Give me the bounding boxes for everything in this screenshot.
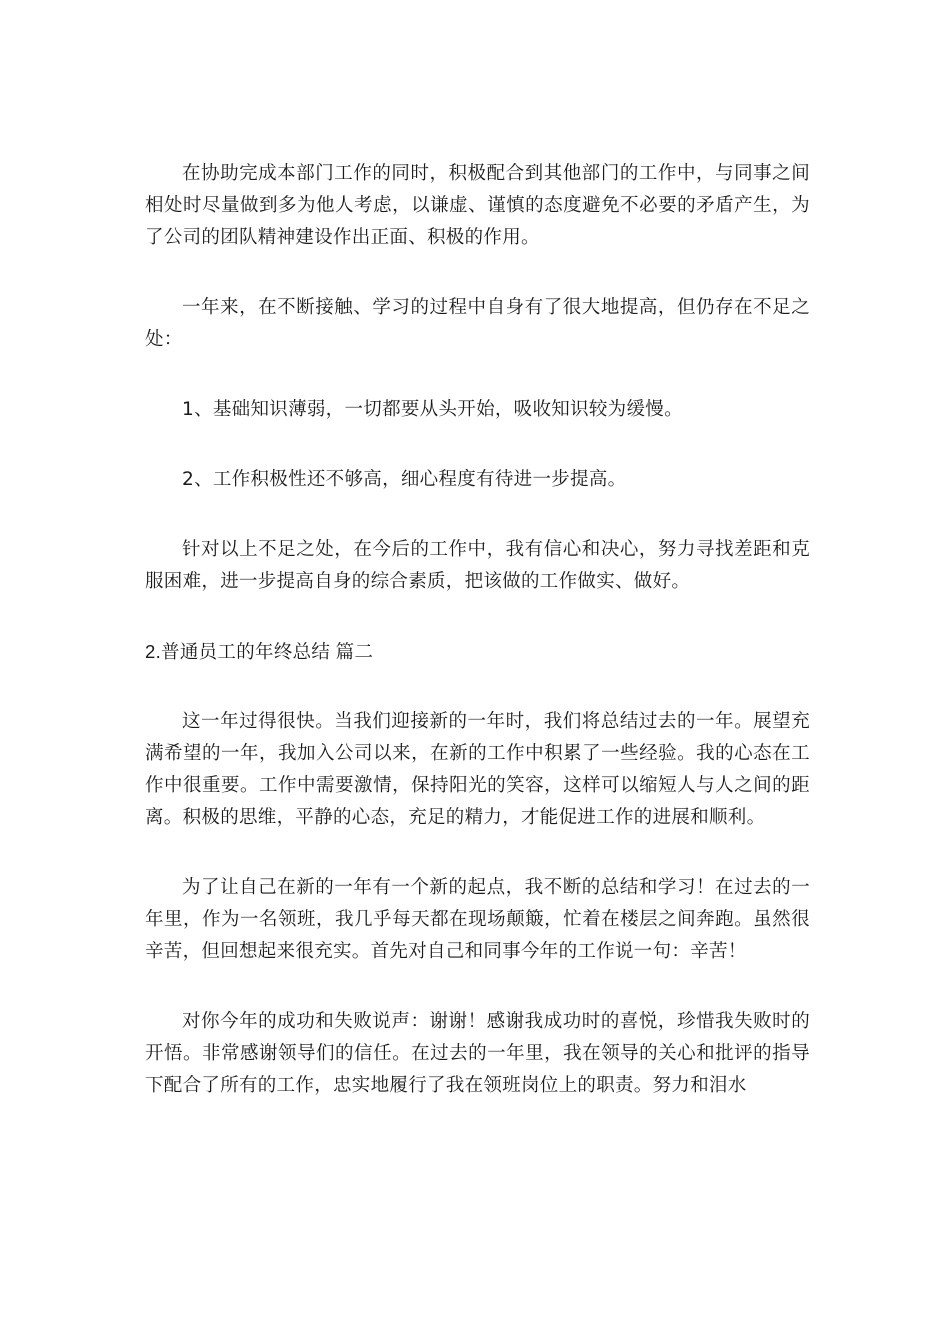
paragraph: 为了让自己在新的一年有一个新的起点，我不断的总结和学习！在过去的一年里，作为一名领班，我几乎每天都在现场颠簸，忙着在楼层之间奔跑。虽然很辛苦，但回想起来很充实。首先对自己和同事今年的工作说一句：辛苦！: [145, 877, 810, 962]
paragraph-gap: [145, 668, 810, 706]
paragraph: 一年来，在不断接触、学习的过程中自身有了很大地提高，但仍存在不足之处：: [145, 297, 810, 350]
paragraph-gap: [145, 598, 810, 636]
paragraph-gap: [145, 496, 810, 534]
paragraph: 这一年过得很快。当我们迎接新的一年时，我们将总结过去的一年。展望充满希望的一年，我加入公司以来，在新的工作中积累了一些经验。我的心态在工作中很重要。工作中需要激情，保持阳光的笑容，这样可以缩短人与人之间的距离。积极的思维，平静的心态，充足的精力，才能促进工作的进展和顺利。: [145, 711, 810, 828]
paragraph-gap: [145, 968, 810, 1006]
paragraph: 在协助完成本部门工作的同时，积极配合到其他部门的工作中，与同事之间相处时尽量做到多为他人考虑，以谦虚、谨慎的态度避免不必要的矛盾产生，为了公司的团队精神建设作出正面、积极的作用。: [145, 163, 810, 248]
paragraph: 针对以上不足之处，在今后的工作中，我有信心和决心，努力寻找差距和克服困难，进一步提高自身的综合素质，把该做的工作做实、做好。: [145, 539, 810, 592]
document-body: [145, 158, 810, 1102]
list-item: 1、基础知识薄弱，一切都要从头开始，吸收知识较为缓慢。: [182, 399, 683, 420]
section-heading: 2.普通员工的年终总结 篇二: [145, 641, 374, 662]
paragraph-gap: [145, 254, 810, 292]
paragraph-gap: [145, 834, 810, 872]
paragraph-gap: [145, 356, 810, 394]
paragraph: 对你今年的成功和失败说声：谢谢！感谢我成功时的喜悦，珍惜我失败时的开悟。非常感谢领导们的信任。在过去的一年里，我在领导的关心和批评的指导下配合了所有的工作，忠实地履行了我在领班岗位上的职责。努力和泪水: [145, 1011, 810, 1096]
paragraph-gap: [145, 426, 810, 464]
list-item: 2、工作积极性还不够高，细心程度有待进一步提高。: [182, 469, 627, 490]
